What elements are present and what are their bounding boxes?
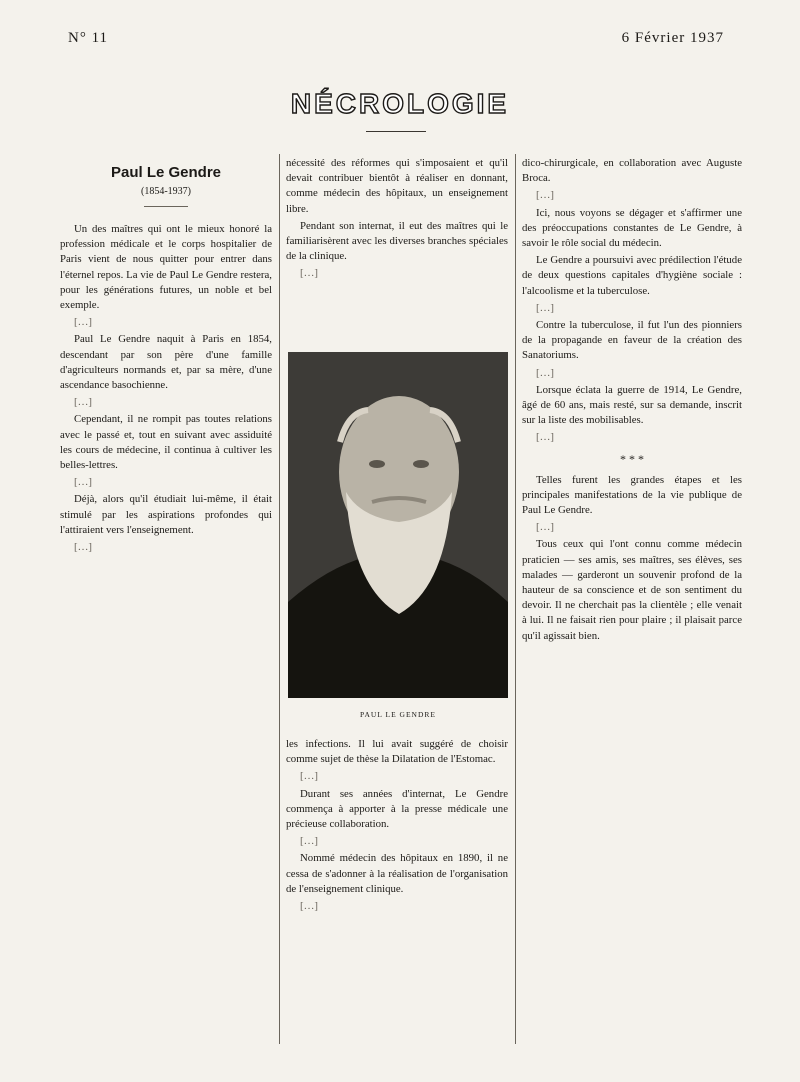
portrait-photo (288, 352, 508, 698)
column-2-top (286, 156, 508, 284)
name-rule (144, 206, 188, 207)
paragraph: Tous ceux qui l'ont connu comme médecin praticien — ses amis, ses maîtres, ses élèves, ses malades — garderont un souvenir profond de la hauteur de sa conscience et de son sentiment du devoir. Il ne cherchait pas la clientèle ; elle venait à lui. Il ne faisait rien pour plaire ; il plaisait parce qu'il agissait bien. (522, 538, 742, 642)
ellipsis: […] (74, 396, 92, 409)
column-1 (60, 222, 272, 557)
paragraph: Durant ses années d'internat, Le Gendre commença à apporter à la presse médicale une précieuse collaboration. (286, 787, 508, 831)
issue-number: N° 11 (68, 30, 109, 46)
paragraph: Lorsque éclata la guerre de 1914, Le Gendre, âgé de 60 ans, mais resté, sur sa demande, inscrit sur la liste des mobilisables. (522, 383, 742, 427)
ellipsis: […] (536, 301, 554, 314)
column-divider (515, 154, 516, 1044)
paragraph: Déjà, alors qu'il étudiait lui-même, il était stimulé par les aspirations profondes qui l'attiraient vers l'enseignement. (60, 493, 272, 536)
column-3 (522, 156, 742, 646)
paragraph: les infections. Il lui avait suggéré de choisir comme sujet de thèse la Dilatation de l'Estomac. (286, 738, 508, 766)
paragraph: Cependant, il ne rompit pas toutes relations avec le passé et, tout en suivant avec assiduité les cours de médecine, il continua à cultiver les belles-lettres. (60, 413, 272, 472)
ellipsis: […] (74, 541, 92, 554)
ellipsis: […] (536, 521, 554, 534)
paragraph: Ici, nous voyons se dégager et s'affirmer une des préoccupations constantes de Le Gendre, à savoir le rôle social du médecin. (522, 206, 742, 250)
photo-caption: PAUL LE GENDRE (360, 710, 436, 719)
section-stars: * * * (620, 451, 644, 466)
paragraph: Le Gendre a poursuivi avec prédilection l'étude de deux questions capitales d'hygiène sociale : l'alcoolisme et la tuberculose. (522, 254, 742, 297)
ellipsis: […] (74, 476, 92, 489)
paragraph: dico-chirurgicale, en collaboration avec Auguste Broca. (522, 157, 742, 185)
obituary-dates: (1854-1937) (141, 186, 191, 197)
obituary-name: Paul Le Gendre (110, 164, 222, 181)
ellipsis: […] (536, 366, 554, 379)
paragraph: Nommé médecin des hôpitaux en 1890, il ne cessa de s'adonner à la réalisation de l'organisation de l'enseignement clinique. (286, 852, 508, 895)
section-title: NÉCROLOGIE (290, 88, 510, 119)
paragraph: Paul Le Gendre naquit à Paris en 1854, descendant par son père d'une famille d'agriculteurs normands et, par sa mère, d'une ascendance basochienne. (60, 333, 272, 392)
ellipsis: […] (536, 431, 554, 444)
column-divider (279, 154, 280, 1044)
paragraph: Un des maîtres qui ont le mieux honoré la profession médicale et le corps hospitalier de Paris vient de nous quitter pour entrer dans l'éternel repos. La vie de Paul Le Gendre restera, pour les générations futures, un noble et bel exemple. (60, 223, 272, 312)
paragraph: Telles furent les grandes étapes et les principales manifestations de la vie publique de Paul Le Gendre. (522, 473, 742, 517)
ellipsis: […] (300, 835, 318, 848)
ellipsis: […] (300, 770, 318, 783)
issue-date: 6 Février 1937 (621, 30, 724, 46)
ellipsis: […] (300, 267, 318, 280)
title-rule (366, 131, 426, 132)
ellipsis: […] (536, 189, 554, 202)
paragraph: Contre la tuberculose, il fut l'un des pionniers de la propagande en faveur de la création des Sanatoriums. (522, 319, 742, 362)
column-2-bottom (286, 737, 508, 916)
ellipsis: […] (300, 900, 318, 913)
ellipsis: […] (74, 316, 92, 329)
paragraph: nécessité des réformes qui s'imposaient et qu'il devait contribuer bientôt à réaliser en donnant, comme médecin des hôpitaux, un enseignement libre. (286, 157, 508, 215)
paragraph: Pendant son internat, il eut des maîtres qui le familiarisèrent avec les diverses branches spéciales de la clinique. (286, 219, 508, 263)
